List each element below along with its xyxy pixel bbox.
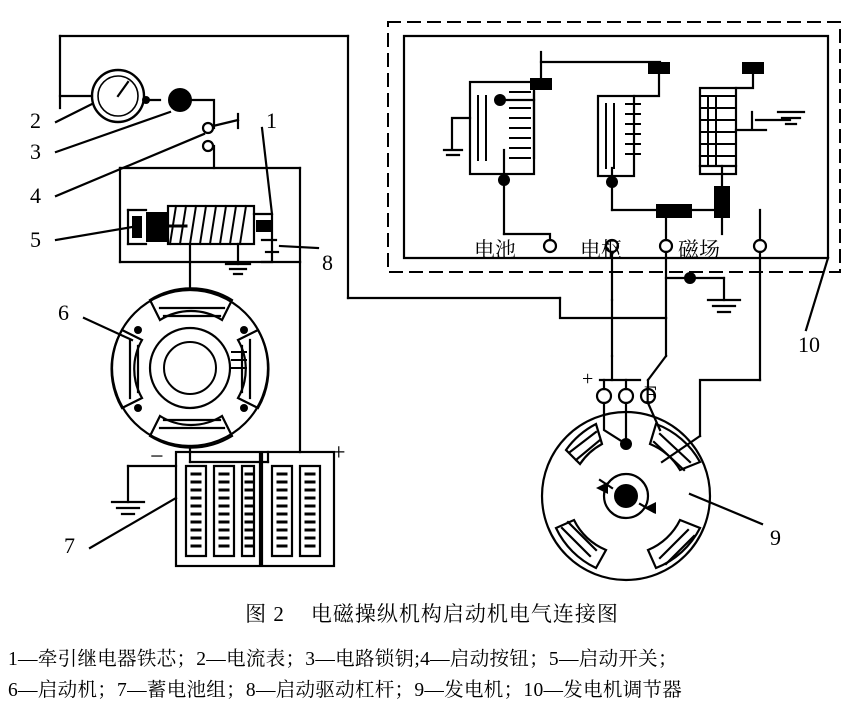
terminal-label-armature: 电枢 [580,238,622,262]
callout-10: 10 [798,332,820,357]
callout-9: 9 [770,525,781,550]
callout-2: 2 [30,108,41,133]
generator-f-symbol: F [644,382,657,407]
figure-number: 图 2 [245,602,285,626]
terminal-label-battery: 电池 [474,238,516,262]
generator-plus-symbol: + [582,368,594,390]
callout-5: 5 [30,227,41,252]
legend-line-2: 6—启动机；7—蓄电池组；8—启动驱动杠杆；9—发电机；10—发电机调节器 [8,680,683,701]
figure-caption [0,598,864,628]
callout-7: 7 [64,533,75,558]
battery-minus-symbol: − [150,444,164,470]
callout-4: 4 [30,183,41,208]
callout-8: 8 [322,250,333,275]
callout-3: 3 [30,139,41,164]
legend-line-1: 1—牵引继电器铁芯；2—电流表；3—电路锁钥;4—启动按钮；5—启动开关； [8,649,678,670]
figure-title: 电磁操纵机构启动机电气连接图 [310,602,619,626]
callout-1: 1 [266,108,277,133]
battery-plus-symbol: + [332,440,346,466]
terminal-label-field: 磁场 [678,238,720,262]
callout-6: 6 [58,300,69,325]
